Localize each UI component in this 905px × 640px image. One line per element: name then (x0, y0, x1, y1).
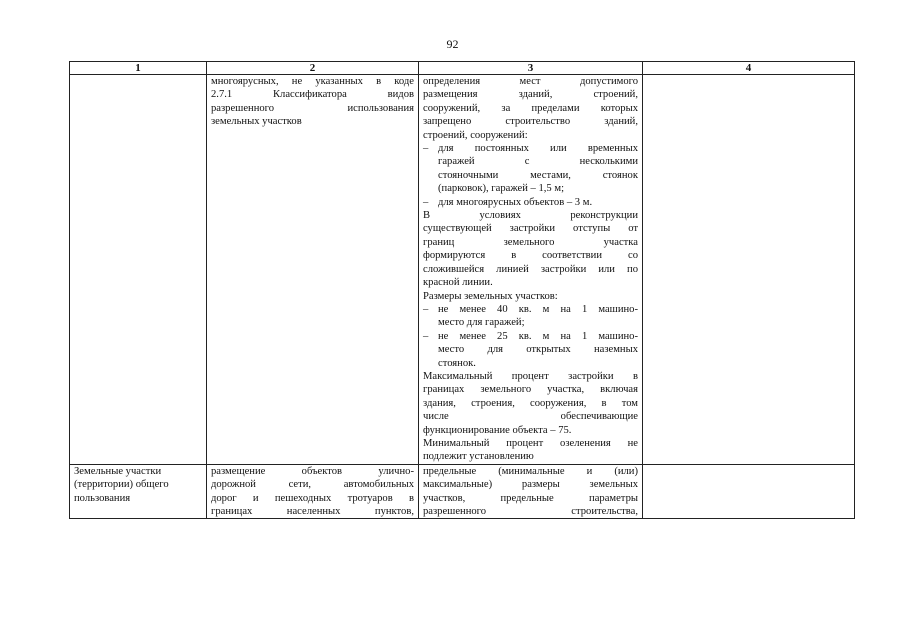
row1-col3 (419, 75, 643, 465)
text-line: 2.7.1 Классификатора видов (211, 89, 414, 101)
text-line: подлежит установлению (423, 451, 534, 463)
row2-col3 (419, 464, 643, 519)
text-line: Максимальный процент застройки в (423, 370, 638, 382)
text-line: разрешенного строительства, (423, 506, 638, 517)
row1-col4 (643, 75, 855, 465)
table-header-row (70, 62, 855, 75)
text-line: участков, предельные параметры (423, 492, 638, 504)
dash-list-item (423, 142, 638, 196)
text-line: строений, сооружений: (423, 129, 528, 141)
text-line: стояночными местами, стоянок (438, 169, 638, 181)
dash-list-item (423, 330, 638, 370)
dash-bullet: – (423, 303, 429, 315)
row2-col4 (643, 464, 855, 519)
column-header-2: 2 (207, 62, 419, 75)
dash-bullet: – (423, 143, 429, 155)
row1-col2 (207, 75, 419, 465)
row2-col2 (207, 464, 419, 519)
text-line: не менее 25 кв. м на 1 машино- (438, 330, 638, 342)
dash-list-item (423, 303, 638, 330)
regulations-table (69, 61, 855, 519)
text-line: место для гаражей; (438, 317, 525, 329)
text-line: Минимальный процент озеленения не (423, 437, 638, 449)
page-number: 92 (446, 37, 459, 51)
text-line: дорожной сети, автомобильных (211, 479, 414, 491)
row1-col1 (70, 75, 207, 465)
text-line: многоярусных, не указанных в коде (211, 76, 414, 87)
column-header-1: 1 (70, 62, 207, 75)
text-line: определения мест допустимого (423, 76, 638, 87)
table-row (70, 464, 855, 519)
text-line: числе обеспечивающие (423, 411, 638, 423)
text-line: стоянок. (438, 357, 476, 369)
text-line: предельные (минимальные и (или) (423, 465, 638, 477)
row2-col1 (70, 464, 207, 519)
text-line: границ земельного участка (423, 236, 638, 248)
dash-bullet: – (423, 196, 429, 208)
text-line: пользования (74, 492, 131, 504)
text-line: дорог и пешеходных тротуаров в (211, 492, 414, 504)
text-line: не менее 40 кв. м на 1 машино- (438, 303, 638, 315)
text-line: размещение объектов улично- (211, 465, 414, 477)
text-line: максимальные) размеры земельных (423, 479, 638, 491)
text-line: границах населенных пунктов, (211, 506, 414, 517)
text-line: место для открытых наземных (438, 344, 638, 356)
text-line: земельных участков (211, 116, 302, 128)
text-line: разрешенного использования (211, 102, 414, 114)
column-header-4: 4 (643, 62, 855, 75)
text-line: формируются в соответствии со (423, 250, 638, 262)
text-line: существующей застройки отступы от (423, 223, 638, 235)
text-line: Размеры земельных участков: (423, 290, 558, 302)
text-line: В условиях реконструкции (423, 210, 638, 222)
column-header-3: 3 (419, 62, 643, 75)
text-line: для многоярусных объектов – 3 м. (438, 196, 593, 208)
text-line: здания, строения, сооружения, в том (423, 397, 638, 409)
text-line: сложившейся линией застройки или по (423, 263, 638, 275)
text-line: размещения зданий, строений, (423, 89, 638, 101)
text-line: для постоянных или временных (438, 143, 638, 155)
text-line: (парковок), гаражей – 1,5 м; (438, 183, 565, 195)
text-line: (территории) общего (74, 479, 169, 491)
text-line: границах земельного участка, включая (423, 384, 638, 396)
text-line: запрещено строительство зданий, (423, 116, 638, 128)
dash-list-item (423, 196, 638, 209)
text-line: сооружений, за пределами которых (423, 102, 638, 114)
text-line: функционирование объекта – 75. (423, 424, 572, 436)
text-line: гаражей с несколькими (438, 156, 638, 168)
text-line: Земельные участки (74, 465, 162, 477)
text-line: красной линии. (423, 277, 493, 289)
dash-bullet: – (423, 330, 429, 342)
table-row (70, 75, 855, 465)
